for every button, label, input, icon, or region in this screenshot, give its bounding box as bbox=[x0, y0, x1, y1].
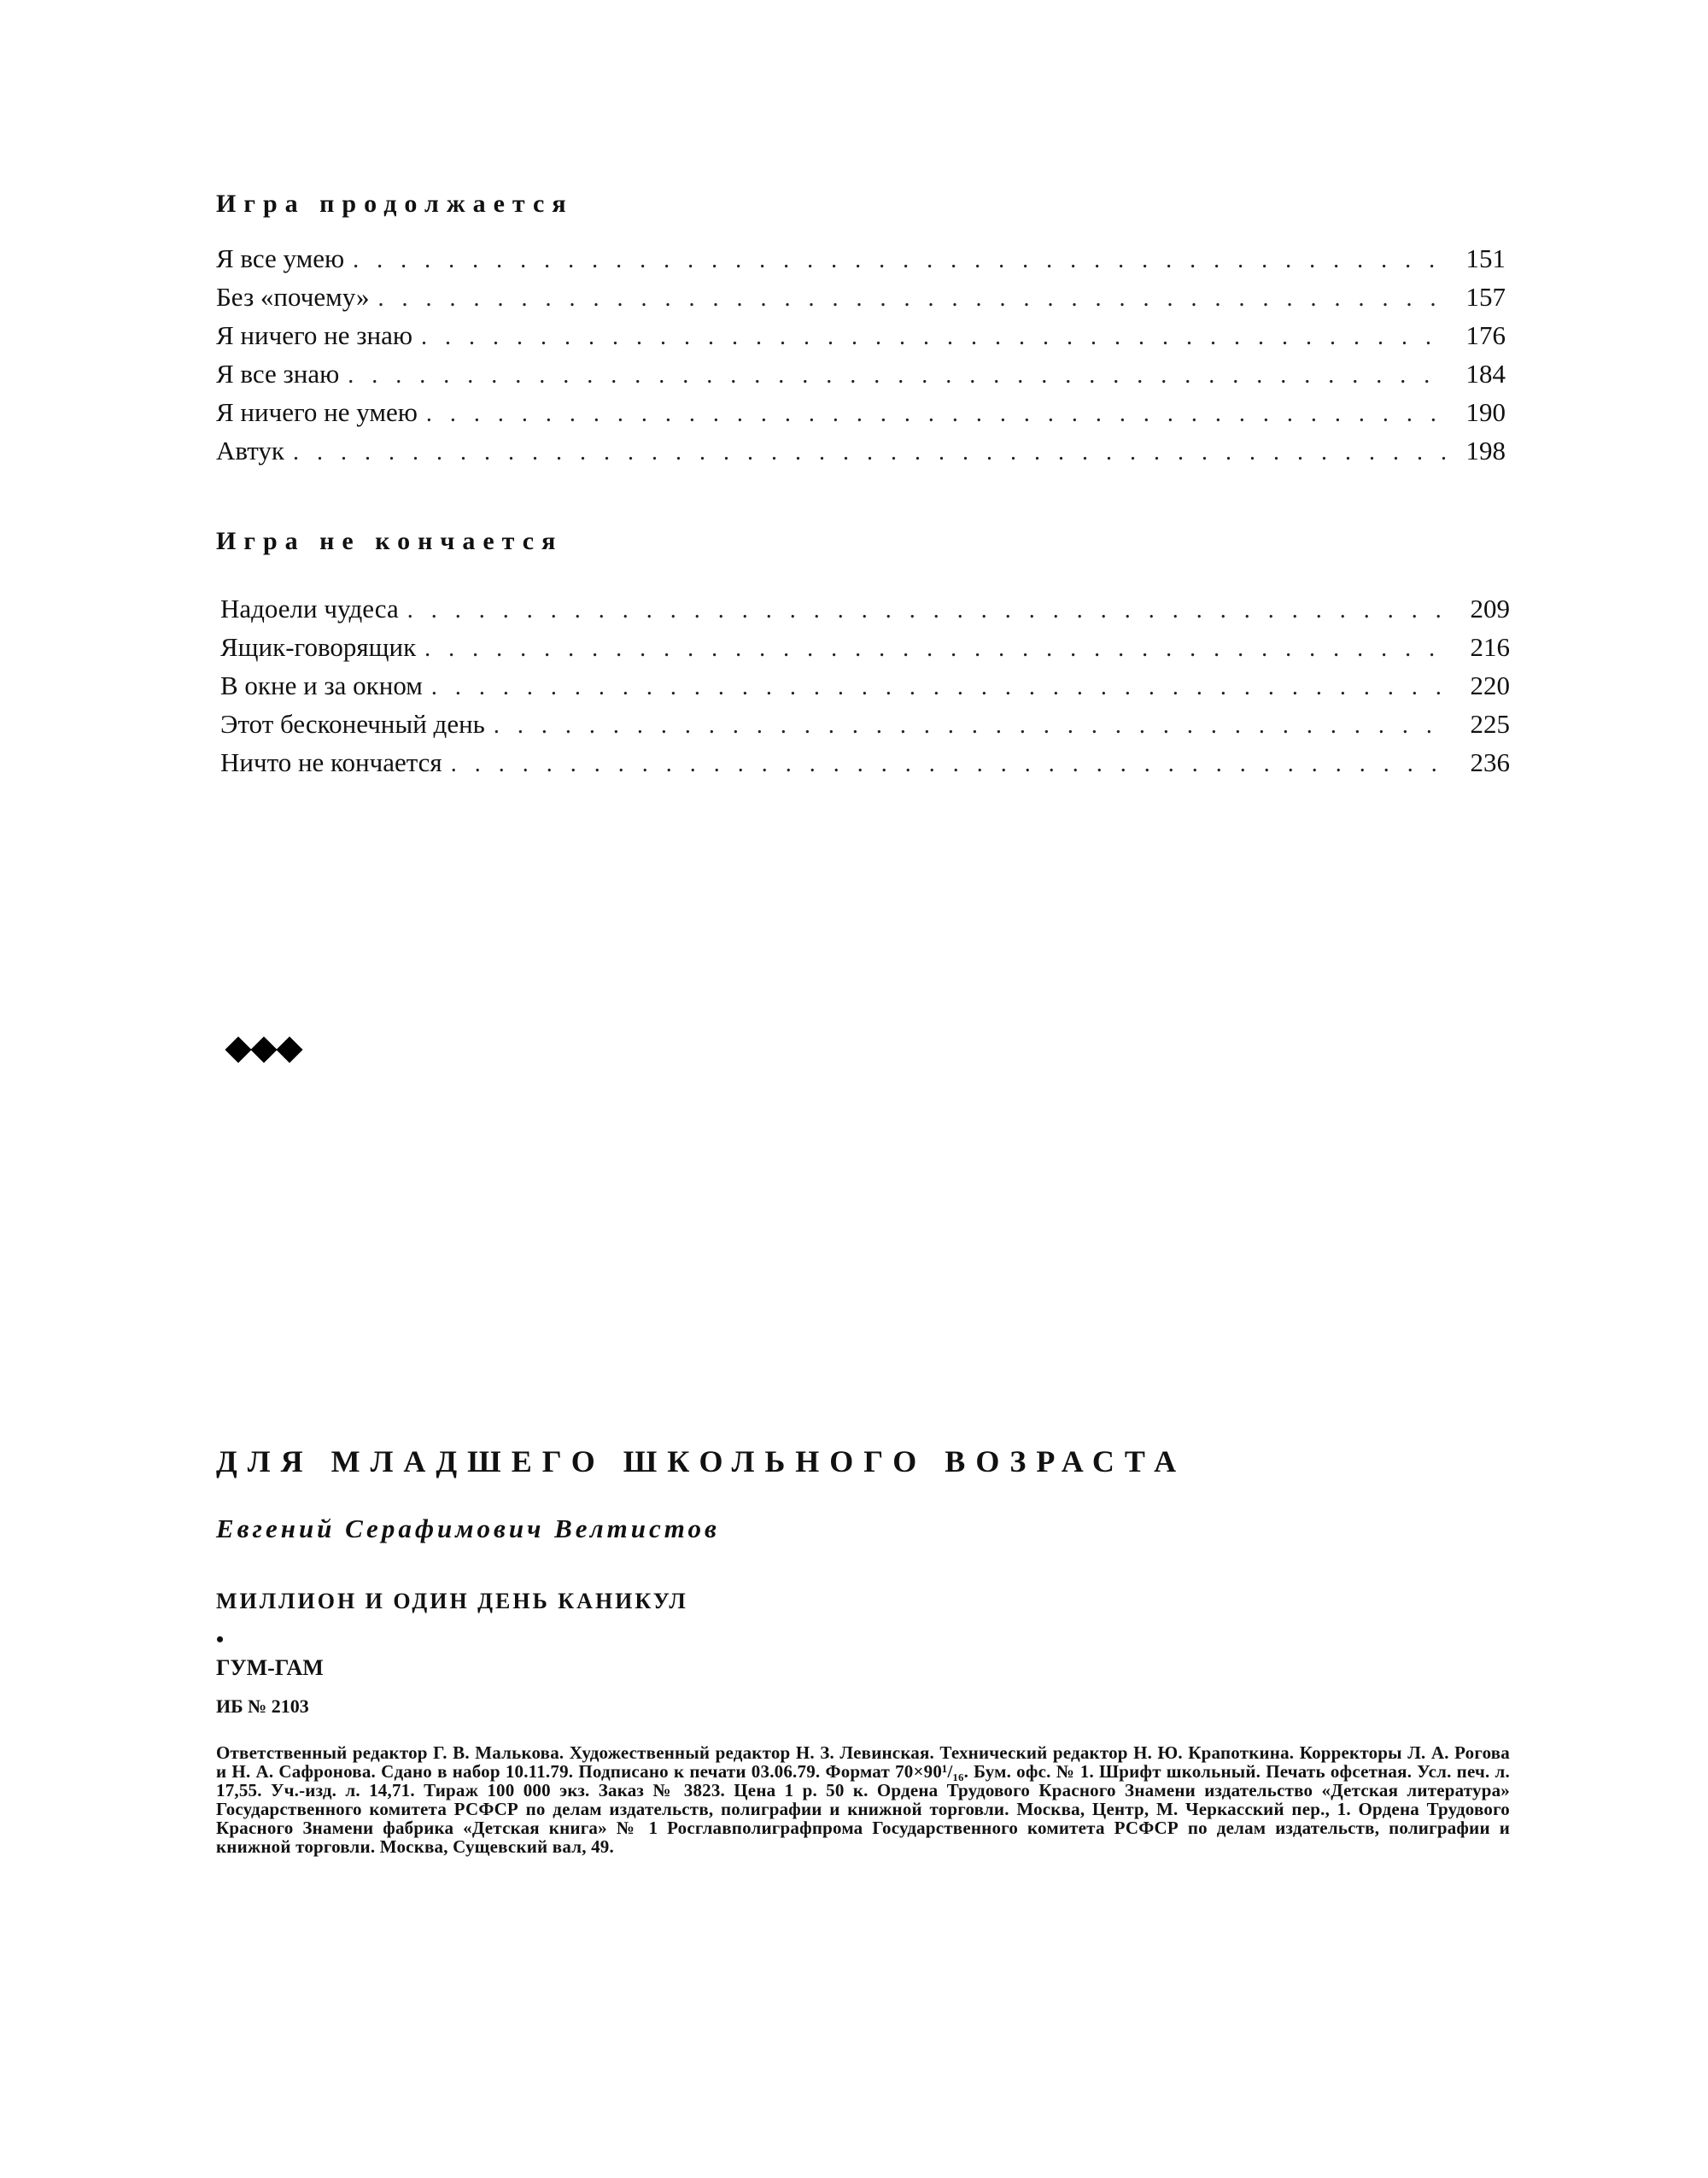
toc-entry[interactable] bbox=[220, 628, 1510, 666]
toc-entry-page: 209 bbox=[1470, 594, 1510, 624]
toc-entry-page: 225 bbox=[1470, 709, 1510, 739]
toc-entry[interactable] bbox=[216, 316, 1506, 354]
diamond-icon bbox=[250, 1036, 277, 1063]
toc-entry[interactable] bbox=[216, 239, 1506, 278]
toc-entry[interactable] bbox=[220, 743, 1510, 782]
toc-entry-title: В окне и за окном bbox=[220, 670, 423, 700]
dot-leader bbox=[494, 706, 1450, 745]
toc-entry-page: 176 bbox=[1465, 320, 1506, 350]
toc-entry[interactable] bbox=[220, 705, 1510, 743]
toc-entry-page: 220 bbox=[1470, 670, 1510, 700]
toc-entry[interactable] bbox=[216, 431, 1506, 470]
toc-entry-title: Ничто не кончается bbox=[220, 747, 442, 777]
toc-entry-title: Ящик-говорящик bbox=[220, 632, 417, 662]
bullet-mark: • bbox=[216, 1627, 225, 1652]
toc-list bbox=[216, 239, 1506, 470]
toc-entry-page: 198 bbox=[1465, 436, 1506, 465]
author-name: Евгений Серафимович Велтистов bbox=[216, 1513, 720, 1543]
dot-leader bbox=[407, 591, 1450, 629]
dot-leader bbox=[348, 356, 1446, 395]
toc-entry-title: Я все знаю bbox=[216, 359, 340, 389]
dot-leader bbox=[426, 395, 1446, 433]
toc-entry[interactable] bbox=[216, 354, 1506, 393]
book-title: МИЛЛИОН И ОДИН ДЕНЬ КАНИКУЛ bbox=[216, 1589, 688, 1613]
ib-number: ИБ № 2103 bbox=[216, 1695, 309, 1717]
toc-entry-page: 157 bbox=[1465, 282, 1506, 312]
toc-entry[interactable] bbox=[216, 393, 1506, 431]
toc-entry-title: Надоели чудеса bbox=[220, 594, 399, 624]
section-heading: Игра не кончается bbox=[216, 527, 564, 555]
toc-entry[interactable] bbox=[216, 278, 1506, 316]
dot-leader bbox=[421, 318, 1446, 356]
section-heading: Игра продолжается bbox=[216, 190, 574, 218]
toc-entry-page: 216 bbox=[1470, 632, 1510, 662]
toc-entry-title: Я ничего не умею bbox=[216, 397, 418, 427]
book-subtitle: ГУМ-ГАМ bbox=[216, 1655, 324, 1680]
toc-entry-page: 151 bbox=[1465, 243, 1506, 273]
diamond-icon bbox=[225, 1036, 251, 1063]
dot-leader bbox=[451, 745, 1450, 783]
series-label: ДЛЯ МЛАДШЕГО ШКОЛЬНОГО ВОЗРАСТА bbox=[216, 1444, 1187, 1478]
toc-entry-page: 190 bbox=[1465, 397, 1506, 427]
toc-entry[interactable] bbox=[220, 589, 1510, 628]
toc-entry-title: Я все умею bbox=[216, 243, 345, 273]
toc-entry-title: Я ничего не знаю bbox=[216, 320, 413, 350]
dot-leader bbox=[424, 629, 1450, 668]
toc-entry-title: Без «почему» bbox=[216, 282, 370, 312]
diamond-icon bbox=[276, 1036, 302, 1063]
toc-entry-title: Автук bbox=[216, 436, 284, 465]
toc-entry-title: Этот бесконечный день bbox=[220, 709, 485, 739]
dot-leader bbox=[431, 668, 1450, 706]
toc-list bbox=[220, 589, 1510, 782]
dot-leader bbox=[377, 279, 1446, 318]
toc-entry-page: 236 bbox=[1470, 747, 1510, 777]
ornament-diamonds bbox=[229, 1040, 299, 1059]
dot-leader bbox=[353, 241, 1446, 279]
dot-leader bbox=[293, 433, 1446, 471]
colophon-text: Ответственный редактор Г. В. Малькова. Художественный редактор Н. З. Левинская. Технический редактор Н. Ю. Крапоткина. Корректоры Л. А. Рогова и Н. А. Сафронова. Сдано в набор 10.11.79. Подписано к печати 03.06.79. Формат 70×90¹/₁₆. Бум. офс. № 1. Шрифт школьный. Печать офсетная. Усл. печ. л. 17,55. Уч.-изд. л. 14,71. Тираж 100 000 экз. Заказ № 3823. Цена 1 р. 50 к. Ордена Трудового Красного Знамени издательство «Детская литература» Государственного комитета РСФСР по делам издательств, полиграфии и книжной торговли. Москва, Центр, М. Черкасский пер., 1. Ордена Трудового Красного Знамени фабрика «Детская книга» № 1 Росглавполиграфпрома Государственного комитета РСФСР по делам издательств, полиграфии и книжной торговли. Москва, Сущевский вал, 49. bbox=[216, 1742, 1510, 1857]
toc-entry[interactable] bbox=[220, 666, 1510, 705]
toc-entry-page: 184 bbox=[1465, 359, 1506, 389]
